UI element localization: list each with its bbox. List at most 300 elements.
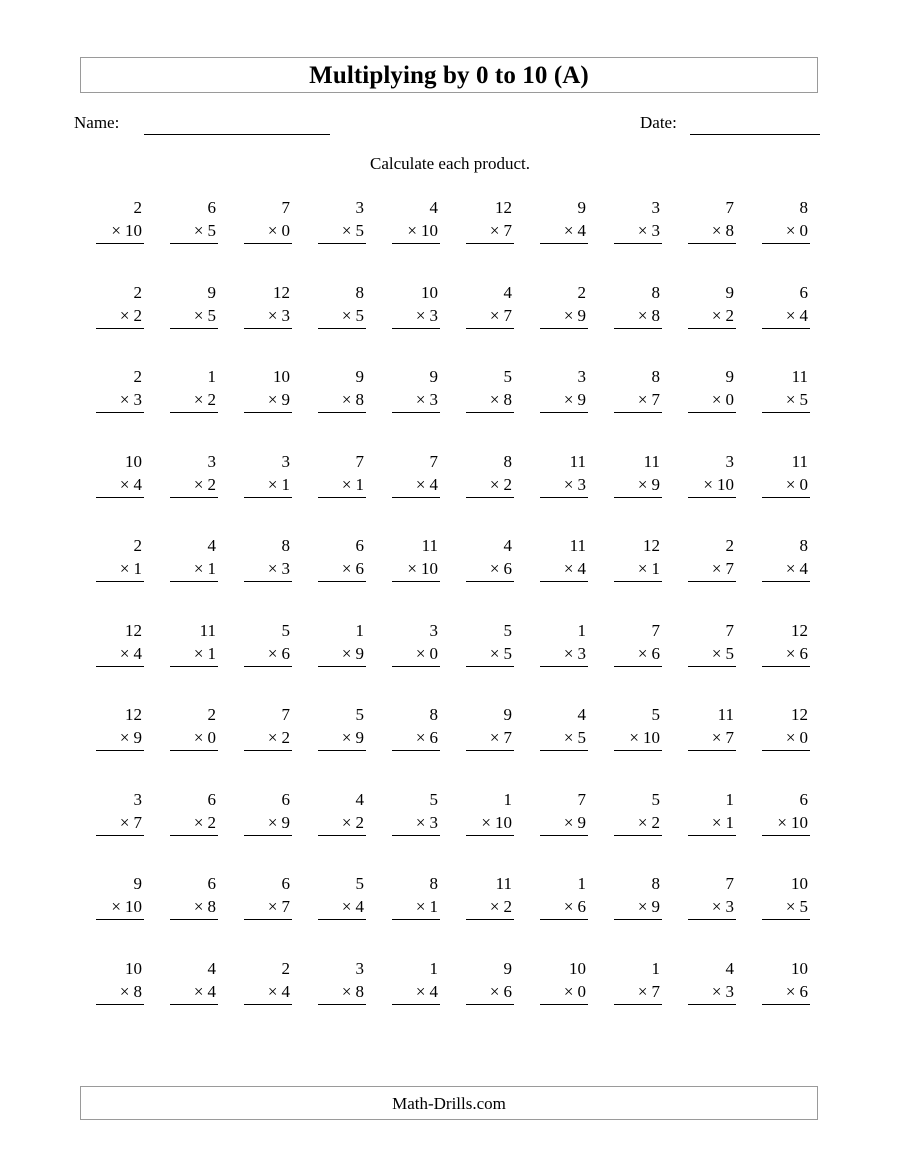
multiplier-line bbox=[96, 219, 144, 244]
problem-cell[interactable] bbox=[450, 365, 524, 450]
multiplier: 8 bbox=[725, 221, 734, 240]
multiplicand: 8 bbox=[503, 451, 512, 471]
name-input-line[interactable] bbox=[144, 134, 330, 135]
problem-cell[interactable] bbox=[154, 872, 228, 957]
problem-cell[interactable] bbox=[524, 619, 598, 704]
multiplier-line bbox=[614, 811, 662, 836]
problem-cell[interactable] bbox=[154, 196, 228, 281]
multiplication-sign-icon: × bbox=[489, 981, 500, 1001]
multiplicand: 9 bbox=[207, 282, 216, 302]
problem-cell[interactable] bbox=[80, 534, 154, 619]
problem-cell[interactable] bbox=[302, 872, 376, 957]
problem-cell[interactable] bbox=[154, 281, 228, 366]
multiplier-line bbox=[244, 895, 292, 920]
multiplier: 10 bbox=[643, 728, 660, 747]
problem-cell[interactable] bbox=[228, 619, 302, 704]
multiplier: 9 bbox=[355, 643, 364, 663]
problem-cell[interactable] bbox=[228, 196, 302, 281]
problem-cell[interactable] bbox=[672, 196, 746, 281]
multiplication-problem bbox=[466, 534, 514, 582]
multiplier-line bbox=[244, 473, 292, 498]
multiplier: 4 bbox=[577, 221, 586, 240]
multiplier: 7 bbox=[503, 221, 512, 240]
problem-cell[interactable] bbox=[524, 788, 598, 873]
problem-cell[interactable] bbox=[80, 365, 154, 450]
multiplication-sign-icon: × bbox=[193, 474, 204, 494]
multiplier: 5 bbox=[503, 643, 512, 663]
problem-cell[interactable] bbox=[746, 196, 820, 281]
problem-cell[interactable] bbox=[80, 703, 154, 788]
multiplication-sign-icon: × bbox=[703, 474, 713, 494]
multiplier: 6 bbox=[799, 643, 808, 663]
multiplicand: 5 bbox=[281, 620, 290, 640]
multiplication-sign-icon: × bbox=[193, 728, 204, 747]
problem-cell[interactable] bbox=[598, 619, 672, 704]
multiplication-problem bbox=[540, 619, 588, 667]
multiplier: 7 bbox=[503, 728, 512, 747]
problem-cell[interactable] bbox=[80, 619, 154, 704]
problem-cell[interactable] bbox=[598, 703, 672, 788]
problem-cell[interactable] bbox=[302, 703, 376, 788]
multiplier: 0 bbox=[577, 981, 586, 1001]
multiplication-sign-icon: × bbox=[193, 643, 204, 663]
problem-cell[interactable] bbox=[154, 957, 228, 1042]
multiplication-problem bbox=[170, 619, 218, 667]
problem-cell[interactable] bbox=[746, 619, 820, 704]
multiplier: 3 bbox=[281, 305, 290, 325]
multiplicand: 3 bbox=[429, 620, 438, 640]
multiplicand: 11 bbox=[569, 536, 586, 555]
multiplier: 1 bbox=[429, 897, 438, 916]
multiplier: 1 bbox=[355, 474, 364, 494]
problem-cell[interactable] bbox=[598, 196, 672, 281]
problem-cell[interactable] bbox=[228, 534, 302, 619]
multiplier-line bbox=[170, 304, 218, 329]
multiplier-line bbox=[540, 304, 588, 329]
problem-cell[interactable] bbox=[228, 281, 302, 366]
problem-cell[interactable] bbox=[746, 534, 820, 619]
multiplication-sign-icon: × bbox=[563, 981, 574, 1001]
problem-cell[interactable] bbox=[524, 957, 598, 1042]
problem-row bbox=[80, 788, 820, 873]
multiplication-sign-icon: × bbox=[415, 643, 426, 663]
multiplication-problem bbox=[170, 788, 218, 836]
multiplication-sign-icon: × bbox=[711, 897, 722, 916]
multiplier: 1 bbox=[281, 474, 290, 494]
multiplication-sign-icon: × bbox=[563, 643, 574, 663]
problem-cell[interactable] bbox=[450, 534, 524, 619]
multiplicand: 2 bbox=[725, 536, 734, 555]
multiplier-line bbox=[318, 811, 366, 836]
multiplier: 0 bbox=[207, 728, 216, 747]
multiplication-problem bbox=[170, 703, 218, 751]
multiplier-line bbox=[170, 895, 218, 920]
multiplier-line bbox=[540, 811, 588, 836]
multiplicand: 8 bbox=[281, 536, 290, 555]
problem-cell[interactable] bbox=[746, 281, 820, 366]
multiplier: 6 bbox=[429, 728, 438, 747]
name-date-row bbox=[0, 110, 900, 136]
multiplicand: 5 bbox=[651, 789, 660, 809]
multiplier-line bbox=[170, 473, 218, 498]
problem-cell[interactable] bbox=[672, 534, 746, 619]
multiplication-problem bbox=[318, 196, 366, 244]
multiplier-line bbox=[688, 726, 736, 751]
problem-cell[interactable] bbox=[154, 619, 228, 704]
problem-cell[interactable] bbox=[376, 788, 450, 873]
multiplicand: 6 bbox=[207, 874, 216, 893]
multiplier: 5 bbox=[355, 221, 364, 240]
problem-cell[interactable] bbox=[80, 872, 154, 957]
problem-cell[interactable] bbox=[302, 365, 376, 450]
multiplicand: 10 bbox=[421, 282, 438, 302]
problem-cell[interactable] bbox=[302, 788, 376, 873]
problem-cell[interactable] bbox=[672, 788, 746, 873]
multiplicand: 6 bbox=[799, 282, 808, 302]
multiplication-sign-icon: × bbox=[407, 221, 417, 240]
multiplication-problem bbox=[762, 957, 810, 1005]
multiplication-problem bbox=[540, 872, 588, 920]
problem-cell[interactable] bbox=[524, 365, 598, 450]
multiplication-sign-icon: × bbox=[563, 559, 574, 578]
problem-cell[interactable] bbox=[228, 365, 302, 450]
multiplication-sign-icon: × bbox=[119, 559, 130, 578]
problem-grid bbox=[80, 196, 820, 1041]
multiplier: 10 bbox=[791, 812, 808, 832]
multiplicand: 8 bbox=[799, 198, 808, 217]
problem-cell[interactable] bbox=[154, 534, 228, 619]
multiplicand: 8 bbox=[355, 282, 364, 302]
multiplier-line bbox=[170, 642, 218, 667]
multiplicand: 11 bbox=[421, 536, 438, 555]
multiplier-line bbox=[688, 557, 736, 582]
multiplicand: 10 bbox=[791, 958, 808, 978]
problem-cell[interactable] bbox=[524, 703, 598, 788]
multiplication-problem bbox=[96, 534, 144, 582]
multiplication-problem bbox=[392, 872, 440, 920]
multiplication-problem bbox=[244, 788, 292, 836]
multiplier: 7 bbox=[651, 390, 660, 409]
multiplier: 4 bbox=[133, 474, 142, 494]
multiplicand: 2 bbox=[133, 367, 142, 386]
multiplier: 6 bbox=[281, 643, 290, 663]
multiplicand: 6 bbox=[207, 198, 216, 217]
problem-cell[interactable] bbox=[450, 703, 524, 788]
problem-cell[interactable] bbox=[746, 872, 820, 957]
multiplier-line bbox=[466, 557, 514, 582]
multiplication-problem bbox=[244, 957, 292, 1005]
problem-cell[interactable] bbox=[376, 281, 450, 366]
problem-cell[interactable] bbox=[672, 957, 746, 1042]
problem-cell[interactable] bbox=[376, 957, 450, 1042]
problem-row bbox=[80, 365, 820, 450]
problem-cell[interactable] bbox=[154, 788, 228, 873]
problem-cell[interactable] bbox=[672, 703, 746, 788]
multiplier: 1 bbox=[651, 559, 660, 578]
multiplicand: 12 bbox=[495, 198, 512, 217]
multiplier: 8 bbox=[503, 390, 512, 409]
multiplication-sign-icon: × bbox=[415, 390, 426, 409]
multiplicand: 2 bbox=[207, 705, 216, 724]
multiplier-line bbox=[96, 895, 144, 920]
problem-cell[interactable] bbox=[746, 450, 820, 535]
problem-cell[interactable] bbox=[228, 788, 302, 873]
multiplier: 2 bbox=[207, 390, 216, 409]
multiplication-sign-icon: × bbox=[415, 474, 426, 494]
multiplication-sign-icon: × bbox=[563, 305, 574, 325]
problem-cell[interactable] bbox=[154, 450, 228, 535]
problem-cell[interactable] bbox=[376, 196, 450, 281]
multiplication-problem bbox=[392, 957, 440, 1005]
problem-cell[interactable] bbox=[154, 365, 228, 450]
multiplicand: 1 bbox=[651, 958, 660, 978]
multiplication-problem bbox=[614, 619, 662, 667]
multiplication-problem bbox=[96, 619, 144, 667]
multiplication-sign-icon: × bbox=[111, 221, 121, 240]
multiplier-line bbox=[318, 557, 366, 582]
problem-cell[interactable] bbox=[450, 281, 524, 366]
multiplier-line bbox=[170, 388, 218, 413]
multiplier-line bbox=[688, 895, 736, 920]
multiplier-line bbox=[688, 642, 736, 667]
multiplicand: 1 bbox=[429, 958, 438, 978]
multiplier: 4 bbox=[799, 305, 808, 325]
multiplier-line bbox=[244, 219, 292, 244]
multiplier-line bbox=[392, 811, 440, 836]
problem-cell[interactable] bbox=[746, 703, 820, 788]
problem-cell[interactable] bbox=[746, 788, 820, 873]
multiplier-line bbox=[170, 726, 218, 751]
problem-cell[interactable] bbox=[450, 788, 524, 873]
multiplier: 6 bbox=[577, 897, 586, 916]
multiplier: 0 bbox=[799, 474, 808, 494]
problem-cell[interactable] bbox=[154, 703, 228, 788]
multiplier-line bbox=[688, 388, 736, 413]
multiplication-sign-icon: × bbox=[563, 812, 574, 832]
problem-cell[interactable] bbox=[302, 281, 376, 366]
multiplier-line bbox=[762, 895, 810, 920]
problem-cell[interactable] bbox=[80, 788, 154, 873]
problem-cell[interactable] bbox=[228, 957, 302, 1042]
problem-cell[interactable] bbox=[524, 872, 598, 957]
multiplication-problem bbox=[96, 365, 144, 413]
problem-cell[interactable] bbox=[746, 957, 820, 1042]
problem-cell[interactable] bbox=[672, 281, 746, 366]
multiplicand: 4 bbox=[503, 282, 512, 302]
multiplier: 4 bbox=[281, 981, 290, 1001]
problem-cell[interactable] bbox=[80, 196, 154, 281]
problem-cell[interactable] bbox=[672, 365, 746, 450]
problem-cell[interactable] bbox=[672, 872, 746, 957]
multiplier: 6 bbox=[503, 559, 512, 578]
multiplication-sign-icon: × bbox=[711, 812, 722, 832]
multiplier: 4 bbox=[207, 981, 216, 1001]
multiplier: 9 bbox=[355, 728, 364, 747]
problem-cell[interactable] bbox=[376, 534, 450, 619]
multiplier: 5 bbox=[799, 390, 808, 409]
multiplicand: 9 bbox=[429, 367, 438, 386]
problem-cell[interactable] bbox=[598, 281, 672, 366]
multiplier-line bbox=[762, 473, 810, 498]
multiplication-problem bbox=[170, 196, 218, 244]
multiplier-line bbox=[614, 557, 662, 582]
problem-cell[interactable] bbox=[598, 788, 672, 873]
multiplicand: 7 bbox=[725, 620, 734, 640]
problem-cell[interactable] bbox=[80, 450, 154, 535]
multiplication-problem bbox=[688, 788, 736, 836]
problem-cell[interactable] bbox=[228, 450, 302, 535]
multiplicand: 11 bbox=[199, 620, 216, 640]
multiplication-sign-icon: × bbox=[489, 897, 500, 916]
multiplier: 5 bbox=[207, 305, 216, 325]
multiplier: 5 bbox=[577, 728, 586, 747]
problem-cell[interactable] bbox=[450, 450, 524, 535]
problem-cell[interactable] bbox=[598, 450, 672, 535]
problem-cell[interactable] bbox=[302, 196, 376, 281]
problem-cell[interactable] bbox=[376, 450, 450, 535]
multiplicand: 11 bbox=[643, 451, 660, 471]
problem-cell[interactable] bbox=[746, 365, 820, 450]
problem-cell[interactable] bbox=[376, 872, 450, 957]
problem-cell[interactable] bbox=[524, 281, 598, 366]
problem-cell[interactable] bbox=[598, 872, 672, 957]
multiplicand: 11 bbox=[791, 451, 808, 471]
problem-cell[interactable] bbox=[672, 450, 746, 535]
date-input-line[interactable] bbox=[690, 134, 820, 135]
multiplication-problem bbox=[392, 703, 440, 751]
problem-cell[interactable] bbox=[302, 450, 376, 535]
problem-cell[interactable] bbox=[228, 703, 302, 788]
multiplication-sign-icon: × bbox=[119, 305, 130, 325]
multiplier-line bbox=[96, 304, 144, 329]
problem-cell[interactable] bbox=[302, 619, 376, 704]
multiplication-sign-icon: × bbox=[193, 221, 204, 240]
multiplier-line bbox=[96, 388, 144, 413]
multiplication-problem bbox=[762, 196, 810, 244]
multiplicand: 7 bbox=[577, 789, 586, 809]
multiplier-line bbox=[466, 219, 514, 244]
multiplicand: 2 bbox=[281, 958, 290, 978]
multiplicand: 2 bbox=[133, 282, 142, 302]
multiplier-line bbox=[688, 219, 736, 244]
multiplier-line bbox=[244, 557, 292, 582]
problem-row bbox=[80, 703, 820, 788]
multiplicand: 9 bbox=[503, 958, 512, 978]
multiplicand: 10 bbox=[125, 451, 142, 471]
problem-cell[interactable] bbox=[598, 957, 672, 1042]
multiplication-problem bbox=[466, 281, 514, 329]
multiplier-line bbox=[466, 304, 514, 329]
multiplicand: 11 bbox=[717, 705, 734, 724]
title-banner bbox=[80, 57, 818, 93]
multiplication-sign-icon: × bbox=[637, 390, 648, 409]
multiplication-problem bbox=[540, 196, 588, 244]
problem-cell[interactable] bbox=[524, 534, 598, 619]
multiplication-problem bbox=[170, 534, 218, 582]
multiplier: 2 bbox=[725, 305, 734, 325]
problem-cell[interactable] bbox=[598, 534, 672, 619]
problem-cell[interactable] bbox=[450, 619, 524, 704]
problem-cell[interactable] bbox=[376, 619, 450, 704]
multiplier: 8 bbox=[355, 981, 364, 1001]
problem-cell[interactable] bbox=[376, 703, 450, 788]
problem-cell[interactable] bbox=[450, 872, 524, 957]
multiplicand: 4 bbox=[429, 198, 438, 217]
multiplier-line bbox=[244, 726, 292, 751]
multiplier-line bbox=[96, 473, 144, 498]
multiplication-sign-icon: × bbox=[341, 305, 352, 325]
multiplier: 5 bbox=[355, 305, 364, 325]
multiplication-problem bbox=[244, 703, 292, 751]
multiplier: 4 bbox=[133, 643, 142, 663]
problem-cell[interactable] bbox=[228, 872, 302, 957]
multiplication-problem bbox=[170, 957, 218, 1005]
multiplicand: 9 bbox=[133, 874, 142, 893]
problem-cell[interactable] bbox=[450, 196, 524, 281]
multiplier: 9 bbox=[133, 728, 142, 747]
multiplier: 3 bbox=[281, 559, 290, 578]
multiplication-sign-icon: × bbox=[711, 559, 722, 578]
multiplication-sign-icon: × bbox=[415, 981, 426, 1001]
problem-cell[interactable] bbox=[524, 196, 598, 281]
multiplication-problem bbox=[244, 196, 292, 244]
multiplication-sign-icon: × bbox=[193, 812, 204, 832]
multiplier: 1 bbox=[207, 643, 216, 663]
multiplication-sign-icon: × bbox=[711, 221, 722, 240]
multiplier-line bbox=[244, 811, 292, 836]
multiplicand: 8 bbox=[429, 705, 438, 724]
multiplication-problem bbox=[688, 534, 736, 582]
problem-cell[interactable] bbox=[524, 450, 598, 535]
multiplicand: 3 bbox=[651, 198, 660, 217]
multiplicand: 10 bbox=[791, 874, 808, 893]
multiplicand: 6 bbox=[207, 789, 216, 809]
problem-cell[interactable] bbox=[672, 619, 746, 704]
problem-cell[interactable] bbox=[450, 957, 524, 1042]
multiplier: 9 bbox=[651, 897, 660, 916]
problem-cell[interactable] bbox=[376, 365, 450, 450]
multiplier-line bbox=[762, 726, 810, 751]
multiplier-line bbox=[170, 219, 218, 244]
multiplier: 3 bbox=[725, 981, 734, 1001]
multiplier-line bbox=[614, 304, 662, 329]
multiplicand: 6 bbox=[355, 536, 364, 555]
problem-cell[interactable] bbox=[302, 957, 376, 1042]
multiplication-problem bbox=[244, 365, 292, 413]
multiplication-sign-icon: × bbox=[193, 390, 204, 409]
multiplication-sign-icon: × bbox=[563, 728, 574, 747]
multiplication-sign-icon: × bbox=[785, 559, 796, 578]
multiplier-line bbox=[244, 388, 292, 413]
multiplication-problem bbox=[318, 788, 366, 836]
problem-cell[interactable] bbox=[80, 281, 154, 366]
multiplicand: 11 bbox=[495, 874, 512, 893]
multiplication-problem bbox=[392, 788, 440, 836]
multiplier: 2 bbox=[207, 812, 216, 832]
multiplication-sign-icon: × bbox=[267, 559, 278, 578]
multiplicand: 3 bbox=[725, 451, 734, 471]
multiplier: 3 bbox=[577, 474, 586, 494]
multiplicand: 3 bbox=[207, 451, 216, 471]
multiplier: 2 bbox=[281, 728, 290, 747]
multiplication-sign-icon: × bbox=[711, 643, 722, 663]
multiplier-line bbox=[762, 642, 810, 667]
problem-cell[interactable] bbox=[302, 534, 376, 619]
multiplier: 0 bbox=[429, 643, 438, 663]
multiplier: 2 bbox=[207, 474, 216, 494]
problem-cell[interactable] bbox=[80, 957, 154, 1042]
problem-cell[interactable] bbox=[598, 365, 672, 450]
